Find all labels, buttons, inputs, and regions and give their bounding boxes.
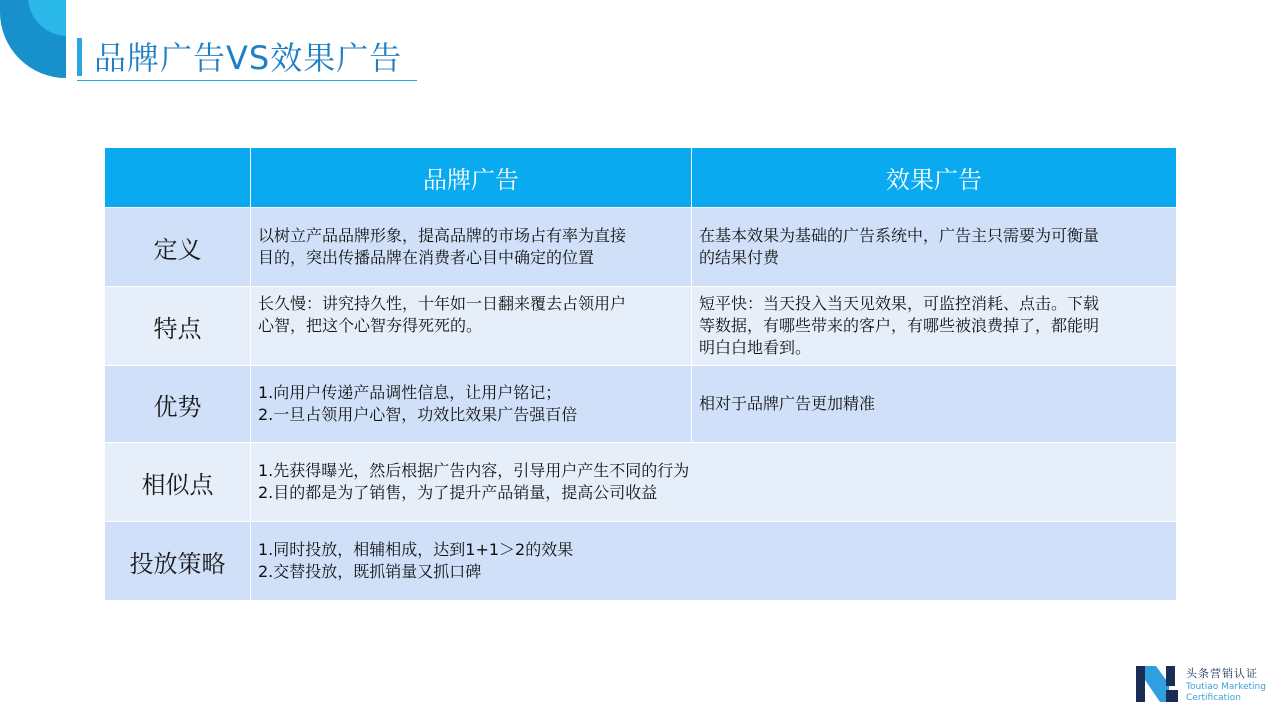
text-line: 1.向用户传递产品调性信息，让用户铭记；	[258, 383, 562, 402]
text-line: 短平快：当天投入当天见效果，可监控消耗、点击。下载	[699, 294, 1100, 313]
brand-features	[251, 287, 692, 366]
brand-advantages	[251, 366, 692, 443]
row-label-features: 特点	[105, 287, 251, 366]
performance-definition	[692, 208, 1177, 287]
text-line: 2.一旦占领用户心智，功效比效果广告强百倍	[258, 405, 578, 424]
table-row	[105, 522, 1177, 601]
text-line: 以树立产品品牌形象，提高品牌的市场占有率为直接	[258, 226, 627, 245]
logo-text-cn: 头条营销认证	[1186, 667, 1258, 680]
text-line: 2.交替投放，既抓销量又抓口碑	[258, 562, 482, 581]
row-label-similarities: 相似点	[105, 443, 251, 522]
table-row	[105, 287, 1177, 366]
row-label-definition: 定义	[105, 208, 251, 287]
table-row	[105, 366, 1177, 443]
text-line: 2.目的都是为了销售，为了提升产品销量，提高公司收益	[258, 483, 658, 502]
logo-text-en	[1186, 682, 1266, 704]
performance-features	[692, 287, 1177, 366]
table-header-row	[105, 148, 1177, 208]
toutiao-logo-icon	[1136, 664, 1178, 704]
text-line: 相对于品牌广告更加精准	[699, 394, 876, 413]
title-underline	[77, 80, 417, 81]
text-line: 1.先获得曝光，然后根据广告内容，引导用户产生不同的行为	[258, 461, 690, 480]
text-line: 1.同时投放，相辅相成，达到1+1＞2的效果	[258, 540, 574, 559]
slide-title: 品牌广告VS效果广告	[94, 39, 403, 77]
header-brand-ads: 品牌广告	[251, 148, 692, 208]
text-line: 明白白地看到。	[699, 338, 812, 357]
text-line: 心智，把这个心智夯得死死的。	[258, 316, 483, 335]
row-label-advantages: 优势	[105, 366, 251, 443]
text-line: 等数据，有哪些带来的客户，有哪些被浪费掉了，都能明	[699, 316, 1100, 335]
row-label-strategy: 投放策略	[105, 522, 251, 601]
logo-text-en-line1: Toutiao Marketing	[1186, 682, 1266, 692]
title-accent-bar	[77, 38, 82, 76]
similarities-content	[251, 443, 1177, 522]
logo-text-en-line2: Certification	[1186, 693, 1241, 703]
table-row	[105, 208, 1177, 287]
corner-decoration	[0, 0, 66, 78]
text-line: 长久慢：讲究持久性，十年如一日翻来覆去占领用户	[258, 294, 627, 313]
brand-definition	[251, 208, 692, 287]
text-line: 目的，突出传播品牌在消费者心目中确定的位置	[258, 248, 595, 267]
text-line: 在基本效果为基础的广告系统中，广告主只需要为可衡量	[699, 226, 1100, 245]
strategy-content	[251, 522, 1177, 601]
header-cell-empty	[105, 148, 251, 208]
comparison-table	[104, 147, 1177, 601]
table-row	[105, 443, 1177, 522]
text-line: 的结果付费	[699, 248, 780, 267]
header-performance-ads: 效果广告	[692, 148, 1177, 208]
performance-advantages	[692, 366, 1177, 443]
